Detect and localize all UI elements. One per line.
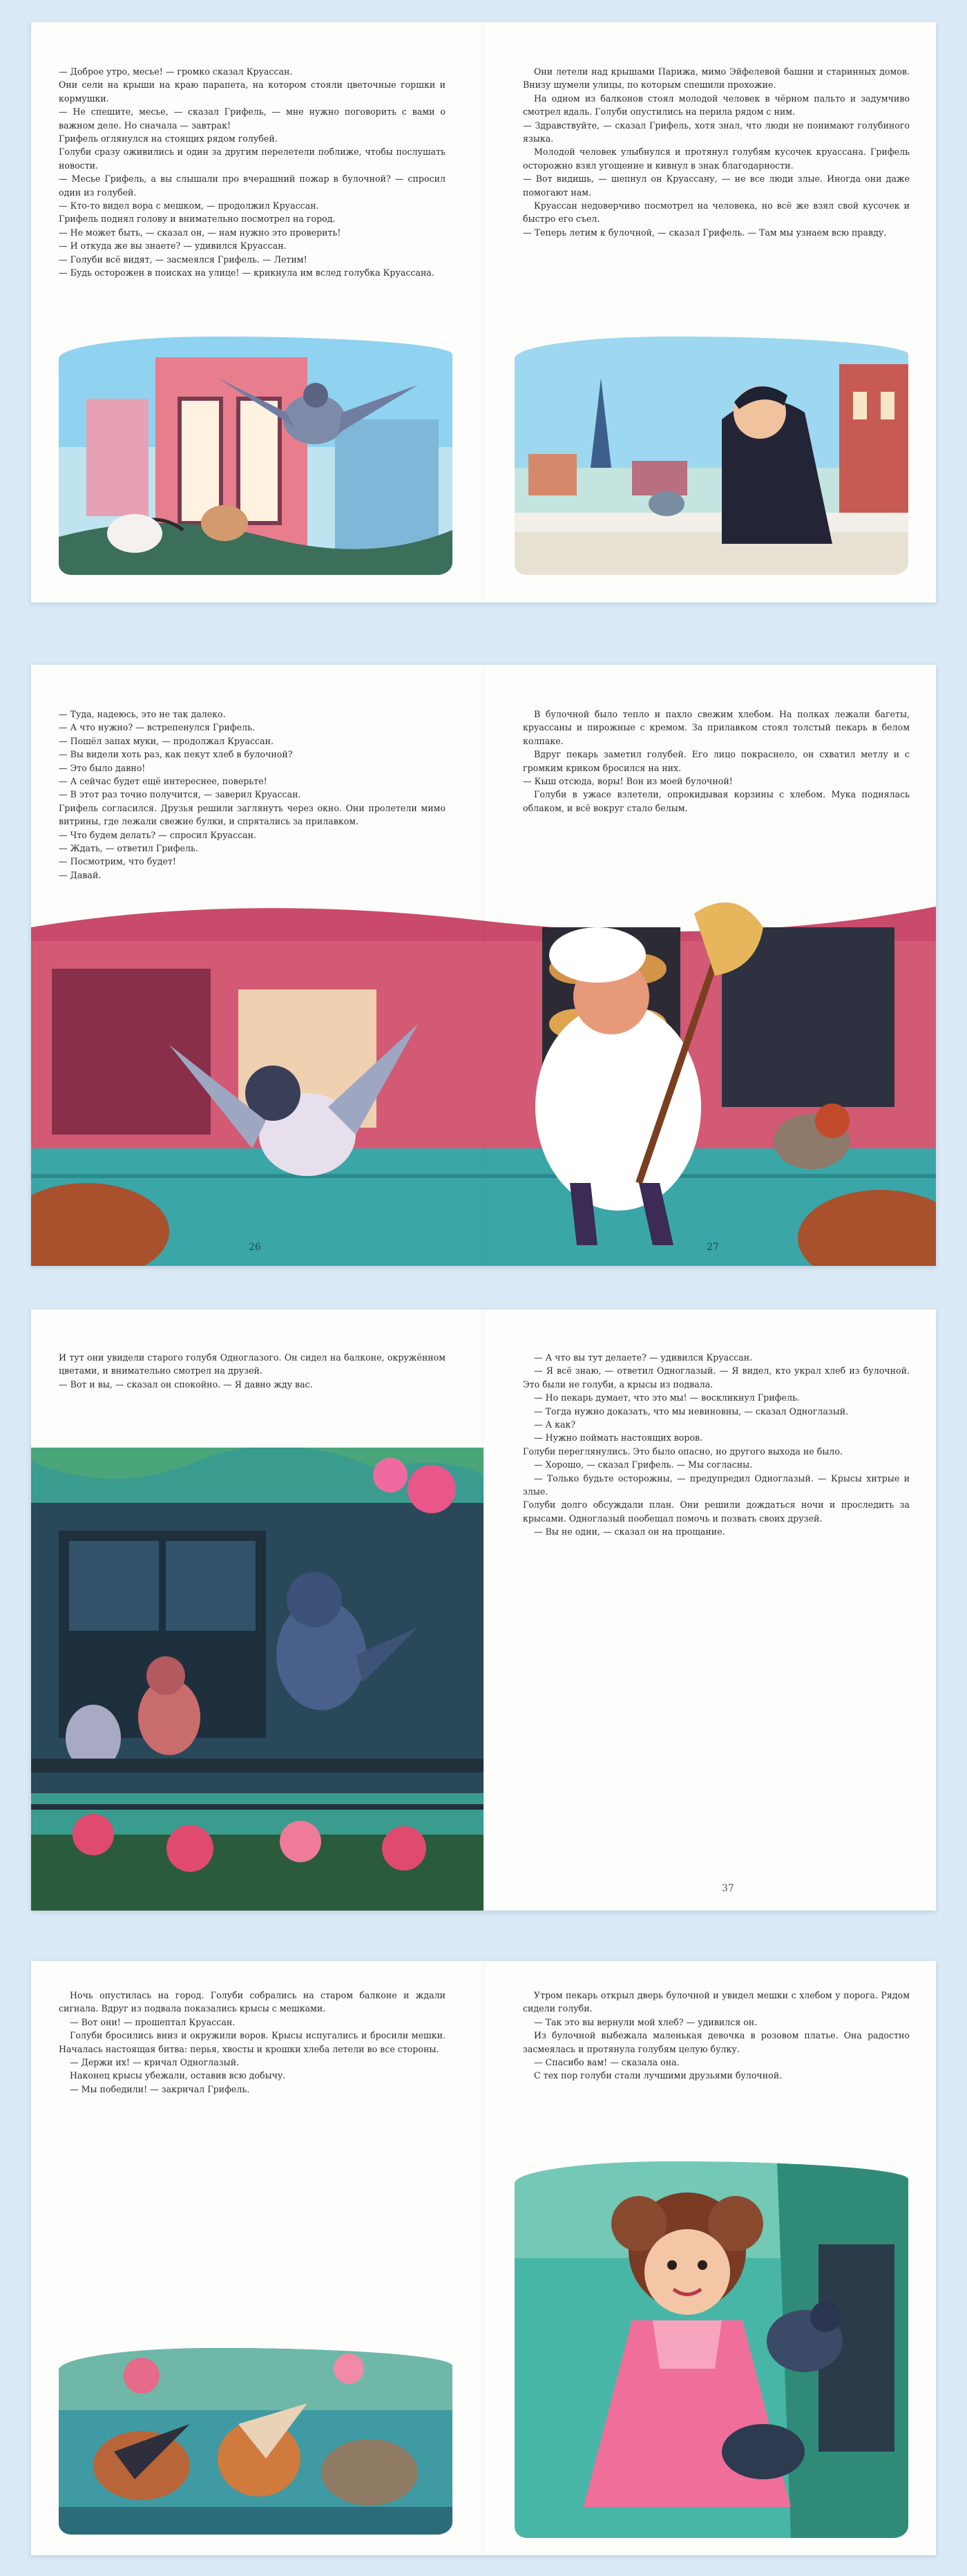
paragraph: — Нужно поймать настоящих воров.: [534, 1432, 703, 1443]
paragraph: Утром пекарь открыл дверь булочной и увидел мешки с хлебом у порога. Рядом сидели голуби.: [523, 1990, 910, 2014]
paragraph: — Тогда нужно доказать, что мы невиновны, — сказал Одноглазый.: [534, 1405, 849, 1417]
paragraph: Грифель оглянулся на стоящих рядом голубей.: [59, 133, 278, 144]
paragraph: — Спасибо вам! — сказала она.: [534, 2057, 680, 2068]
paragraph: — Посмотрим, что будет!: [59, 856, 176, 867]
left-page-text: [59, 1989, 446, 2096]
book-spread-1: [31, 22, 936, 603]
right-page-text: [523, 1351, 910, 1539]
paragraph: Грифель согласился. Друзья решили заглянуть через окно. Они пролетели мимо витрины, где лежали свежие булки, и спрятались за прилавком.: [59, 802, 446, 827]
illustration-girl-with-pigeons: [515, 2161, 908, 2538]
paragraph: — Месье Грифель, а вы слышали про вчерашний пожар в булочной? — спросил один из голубей.: [59, 173, 446, 198]
page-number-left: 26: [249, 1242, 261, 1253]
paragraph: Круассан недоверчиво посмотрел на человека, но всё же взял свой кусочек и быстро его съел.: [523, 200, 910, 225]
paragraph: — Туда, надеюсь, это не так далеко.: [59, 709, 226, 719]
paragraph: Голуби сразу оживились и один за другим перелетели поближе, чтобы послушать новости.: [59, 146, 446, 171]
paragraph: — Кыш отсюда, воры! Вон из моей булочной!: [523, 776, 733, 787]
paragraph: — Теперь летим к булочной, — сказал Грифель. — Там мы узнаем всю правду.: [523, 227, 887, 238]
paragraph: Из булочной выбежала маленькая девочка в розовом платье. Она радостно засмеялась и протянула голубям целую булку.: [523, 2030, 910, 2054]
paragraph: — Я всё знаю, — ответил Одноглазый. — Я видел, кто украл хлеб из булочной. Это были не голуби, а крысы из подвала.: [523, 1365, 910, 1390]
paragraph: На одном из балконов стоял молодой человек в чёрном пальто и задумчиво смотрел вдаль. Голуби опустились на перила рядом с ним.: [523, 93, 910, 117]
illustration-bakery-chase: [31, 886, 936, 1266]
paragraph: Вдруг пекарь заметил голубей. Его лицо покраснело, он схватил метлу и с громким криком бросился на них.: [523, 749, 910, 773]
left-page-text: [59, 708, 446, 882]
paragraph: — Вы видели хоть раз, как пекут хлеб в булочной?: [59, 749, 293, 760]
paragraph: Они сели на крыши на краю парапета, на котором стояли цветочные горшки и кормушки.: [59, 79, 446, 104]
paragraph: — Пошёл запах муки, — продолжал Круассан.: [59, 735, 274, 746]
paragraph: Они летели над крышами Парижа, мимо Эйфелевой башни и старинных домов. Внизу шумели улицы, по которым спешили прохожие.: [523, 66, 910, 91]
paragraph: В булочной было тепло и пахло свежим хлебом. На полках лежали багеты, круассаны и пирожные с кремом. За прилавком стоял толстый пекарь в белом колпаке.: [523, 709, 910, 746]
paragraph: — Не может быть, — сказал он, — нам нужно это проверить!: [59, 227, 341, 238]
paragraph: — Только будьте осторожны, — предупредил Одноглазый. — Крысы хитрые и злые.: [523, 1472, 910, 1497]
right-page-text: [523, 708, 910, 815]
illustration-battle: [59, 2348, 452, 2535]
paragraph: Голуби долго обсуждали план. Они решили дождаться ночи и проследить за крысами. Одноглазый пообещал помочь и позвать своих друзей.: [523, 1499, 910, 1524]
page-number-right: 37: [722, 1883, 734, 1894]
book-spread-2: [31, 665, 936, 1266]
paragraph: И тут они увидели старого голубя Одноглазого. Он сидел на балконе, окружённом цветами, и внимательно смотрел на друзей.: [59, 1352, 446, 1376]
right-page-text: [523, 65, 910, 239]
paragraph: — Будь осторожен в поисках на улице! — крикнула им вслед голубка Круассана.: [59, 267, 434, 278]
paragraph: — Здравствуйте, — сказал Грифель, хотя знал, что люди не понимают голубиного языка.: [523, 120, 910, 144]
illustration-one-eyed-pigeon: [31, 1448, 484, 1911]
paragraph: Голуби переглянулись. Это было опасно, но другого выхода не было.: [523, 1446, 843, 1457]
paragraph: — Что будем делать? — спросил Круассан.: [59, 829, 257, 840]
paragraph: — Это было давно!: [59, 762, 146, 773]
paragraph: — И откуда же вы знаете? — удивился Круассан.: [59, 240, 287, 252]
paragraph: — Мы победили! — закричал Грифель.: [70, 2083, 250, 2094]
illustration-pigeons-balcony: [59, 337, 452, 575]
paragraph: — В этот раз точно получится, — заверил Круассан.: [59, 789, 301, 800]
paragraph: — А как?: [534, 1419, 576, 1430]
paragraph: — Голуби всё видят, — засмеялся Грифель. — Летим!: [59, 254, 307, 265]
paragraph: — Вы не одни, — сказал он на прощание.: [534, 1526, 725, 1537]
right-page-text: [523, 1989, 910, 2083]
paragraph: Голуби бросились вниз и окружили воров. Крысы испугались и бросили мешки. Началась настоящая битва: перья, хвосты и крошки хлеба летели во все стороны.: [59, 2030, 446, 2054]
illustration-man-eiffel-tower: [515, 337, 908, 575]
page-number-right: 27: [707, 1242, 719, 1253]
paragraph: — Кто-то видел вора с мешком, — продолжил Круассан.: [59, 200, 319, 211]
paragraph: — Вот видишь, — шепнул он Круассану, — не все люди злые. Иногда они даже помогают нам.: [523, 173, 910, 198]
left-page-text: [59, 1351, 446, 1391]
paragraph: — Хорошо, — сказал Грифель. — Мы согласны.: [534, 1459, 753, 1470]
paragraph: — Но пекарь думает, что это мы! — воскликнул Грифель.: [534, 1392, 800, 1403]
paragraph: — Держи их! — кричал Одноглазый.: [70, 2057, 240, 2068]
paragraph: — Доброе утро, месье! — громко сказал Круассан.: [59, 66, 293, 77]
paragraph: — А сейчас будет ещё интереснее, поверьте!: [59, 776, 267, 787]
paragraph: — А что вы тут делаете? — удивился Круассан.: [534, 1352, 753, 1363]
paragraph: — Вот и вы, — сказал он спокойно. — Я давно жду вас.: [59, 1379, 313, 1390]
book-spread-4: [31, 1961, 936, 2555]
paragraph: Наконец крысы убежали, оставив всю добычу.: [70, 2070, 286, 2081]
paragraph: Ночь опустилась на город. Голуби собрались на старом балконе и ждали сигнала. Вдруг из подвала показались крысы с мешками.: [59, 1990, 446, 2014]
paragraph: — А что нужно? — встрепенулся Грифель.: [59, 722, 255, 733]
paragraph: Грифель поднял голову и внимательно посмотрел на город.: [59, 214, 336, 225]
paragraph: — Вот они! — прошептал Круассан.: [70, 2016, 236, 2027]
book-spread-3: [31, 1309, 936, 1911]
paragraph: Молодой человек улыбнулся и протянул голубям кусочек круассана. Грифель осторожно взял угощение и кивнул в знак благодарности.: [523, 146, 910, 171]
paragraph: — Не спешите, месье, — сказал Грифель, — мне нужно поговорить с вами о важном деле. Но сначала — завтрак!: [59, 106, 446, 131]
paragraph: — Ждать, — ответил Грифель.: [59, 843, 198, 854]
paragraph: С тех пор голуби стали лучшими друзьями булочной.: [534, 2070, 783, 2081]
paragraph: Голуби в ужасе взлетели, опрокидывая корзины с хлебом. Мука поднялась облаком, и всё вокруг стало белым.: [523, 789, 910, 813]
paragraph: — Так это вы вернули мой хлеб? — удивился он.: [534, 2016, 758, 2027]
left-page-text: [59, 65, 446, 280]
paragraph: — Давай.: [59, 869, 102, 880]
